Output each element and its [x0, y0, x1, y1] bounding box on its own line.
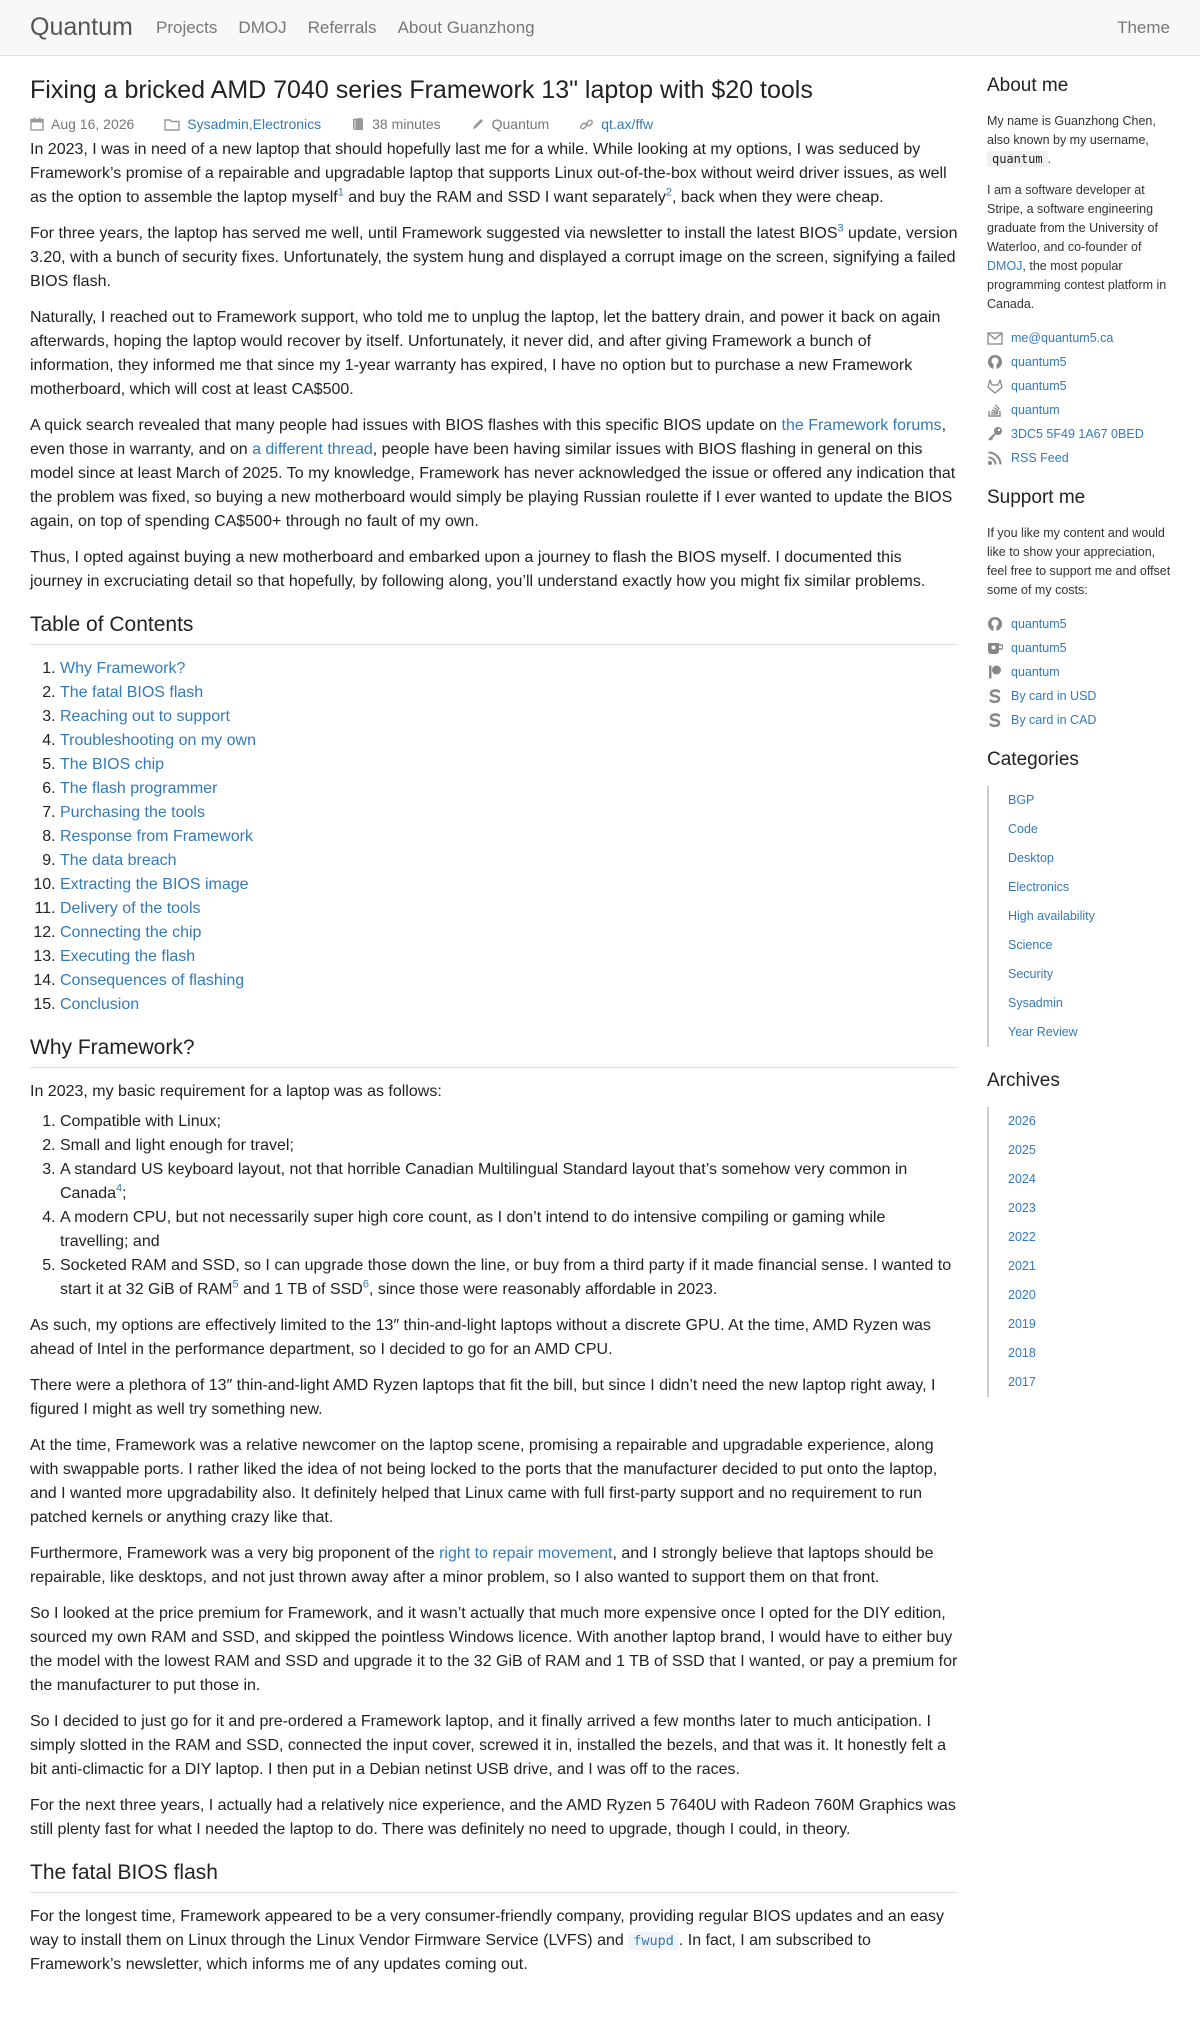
text: , and I strongly believe that laptops should be repairable, like desktops, and not just thrown away after a minor problem, so I also wanted to support them on that front. — [30, 1545, 934, 1586]
toc-item — [60, 753, 958, 777]
support-heading: Support me — [987, 487, 1086, 508]
post-date — [30, 116, 134, 132]
category-item — [989, 786, 1177, 815]
table-of-contents — [30, 657, 958, 1017]
text: . In fact, I am subscribed to Framework’s newsletter, which informs me of any updates coming out. — [30, 1932, 871, 1973]
toc-item — [60, 657, 958, 681]
nav-link-referrals[interactable]: Referrals — [307, 18, 377, 37]
archive-link-2024[interactable]: 2024 — [1008, 1172, 1036, 1186]
text: ; — [122, 1185, 127, 1202]
kofi-link[interactable]: quantum5 — [1011, 641, 1067, 655]
card-cad-link[interactable]: By card in CAD — [1011, 713, 1097, 727]
text: A standard US keyboard layout, not that horrible Canadian Multilingual Standard layout that’s somehow very common in Canada — [60, 1161, 908, 1202]
contact-email — [987, 326, 1177, 350]
footnote-ref-3[interactable]: 3 — [837, 222, 844, 235]
nav-link-about[interactable]: About Guanzhong — [397, 18, 535, 37]
archive-item — [989, 1310, 1177, 1339]
nav-link-projects[interactable]: Projects — [156, 18, 218, 37]
toc-item — [60, 921, 958, 945]
gitlab-link[interactable]: quantum5 — [1011, 379, 1067, 393]
toc-link-conclusion[interactable]: Conclusion — [60, 996, 140, 1013]
toc-item — [60, 705, 958, 729]
toc-link-data-breach[interactable]: The data breach — [60, 852, 177, 869]
toc-item — [60, 993, 958, 1017]
archive-link-2026[interactable]: 2026 — [1008, 1114, 1036, 1128]
archive-item — [989, 1194, 1177, 1223]
requirement-item — [60, 1158, 958, 1206]
text: Socketed RAM and SSD, so I can upgrade those down the line, or buy from a third party if it made financial sense. I wanted to start it at 32 GiB of RAM — [60, 1257, 952, 1298]
github-sponsors-link[interactable]: quantum5 — [1011, 617, 1067, 631]
about-intro — [987, 112, 1177, 169]
stripe-icon — [987, 712, 1003, 728]
text: update, version 3.20, with a bunch of security fixes. Unfortunately, the system hung and displayed a corrupt image on the screen, signifying a failed BIOS flash. — [30, 225, 958, 290]
toc-link-executing-flash[interactable]: Executing the flash — [60, 948, 196, 965]
requirement-item: 4. A modern CPU, but not necessarily super high core count, as I don’t intend to do intensive compiling or gaming while travelling; and — [60, 1206, 958, 1254]
toc-link-bios-chip[interactable]: The BIOS chip — [60, 756, 165, 773]
folder-icon — [164, 118, 180, 131]
toc-link-response-framework[interactable]: Response from Framework — [60, 828, 253, 845]
toc-link-fatal-bios-flash[interactable]: The fatal BIOS flash — [60, 684, 204, 701]
archive-link-2025[interactable]: 2025 — [1008, 1143, 1036, 1157]
post-author-text: Quantum — [491, 116, 550, 132]
calendar-icon — [30, 117, 44, 131]
reading-time-text: 38 minutes — [372, 116, 441, 132]
paragraph-intro — [30, 138, 958, 210]
contact-gitlab — [987, 374, 1177, 398]
archive-item — [989, 1281, 1177, 1310]
category-link-electronics[interactable]: Electronics — [1008, 880, 1070, 894]
toc-link-why-framework[interactable]: Why Framework? — [60, 660, 186, 677]
post-shortlink — [579, 116, 653, 132]
toc-item — [60, 681, 958, 705]
stack-overflow-icon — [987, 402, 1003, 418]
post-author — [471, 116, 550, 132]
patreon-icon — [987, 664, 1003, 680]
archive-item — [989, 1368, 1177, 1397]
sidebar — [987, 58, 1177, 1397]
category-link-sysadmin[interactable]: Sysadmin — [187, 116, 249, 132]
text: Furthermore, Framework was a very big proponent of the — [30, 1545, 440, 1562]
pgp-key-link[interactable]: 3DC5 5F49 1A67 0BED — [1011, 427, 1144, 441]
stackoverflow-link[interactable]: quantum — [1011, 403, 1060, 417]
category-item — [989, 1018, 1177, 1047]
footnote-ref-2[interactable]: 2 — [665, 186, 672, 199]
archive-link-2022[interactable]: 2022 — [1008, 1230, 1036, 1244]
brand-logo-link[interactable]: Quantum — [30, 13, 133, 41]
archive-item — [989, 1339, 1177, 1368]
archive-link-2023[interactable]: 2023 — [1008, 1201, 1036, 1215]
category-item — [989, 960, 1177, 989]
section-heading-fatal-bios-flash: The fatal BIOS flash — [30, 1860, 958, 1893]
paragraph-newcomer: At the time, Framework was a relative newcomer on the laptop scene, promising a repairable and upgradable experience, along with swappable ports. I rather liked the idea of not being locked to the ports that the manufacturer decided to put onto the laptop, and I wanted more upgradability also. It definitely helped that Linux came with full first-party support and no requirement to run patched kernels or anything crazy like that. — [30, 1437, 938, 1526]
text: My name is Guanzhong Chen, also known by my username, — [987, 114, 1156, 147]
categories-heading: Categories — [987, 749, 1079, 770]
text: In 2023, I was in need of a new laptop that should hopefully last me for a while. While looking at my options, I was seduced by Framework’s promise of a repairable and upgradable laptop that supports Linux out-of-the-box without weird driver issues, as well as the option to assemble the laptop myself — [30, 141, 947, 206]
toc-item — [60, 945, 958, 969]
email-link[interactable]: me@quantum5.ca — [1011, 331, 1114, 345]
category-link-high-availability[interactable]: High availability — [1008, 909, 1095, 923]
category-link-security[interactable]: Security — [1008, 967, 1054, 981]
toc-link-extracting-bios[interactable]: Extracting the BIOS image — [60, 876, 249, 893]
rss-feed-link[interactable]: RSS Feed — [1011, 451, 1069, 465]
kofi-cup-icon — [987, 641, 1003, 655]
category-item — [989, 873, 1177, 902]
footnote-ref-5[interactable]: 5 — [232, 1278, 239, 1291]
categories-list — [987, 786, 1177, 1047]
toc-link-troubleshooting[interactable]: Troubleshooting on my own — [60, 732, 256, 749]
dmoj-link[interactable]: DMOJ — [987, 259, 1023, 273]
different-thread-link[interactable]: a different thread — [252, 441, 373, 458]
footnote-ref-6[interactable]: 6 — [362, 1278, 369, 1291]
toc-link-consequences[interactable]: Consequences of flashing — [60, 972, 245, 989]
shortlink[interactable]: qt.ax/ffw — [601, 116, 654, 132]
archive-link-2018[interactable]: 2018 — [1008, 1346, 1036, 1360]
envelope-icon — [987, 332, 1003, 345]
footnote-ref-4[interactable]: 4 — [116, 1182, 123, 1195]
username-code: quantum — [987, 151, 1048, 167]
toc-link-connecting-chip[interactable]: Connecting the chip — [60, 924, 202, 941]
paragraph-journey: Thus, I opted against buying a new motherboard and embarked upon a journey to flash the BIOS myself. I documented this journey in excruciating detail so that hopefully, by following along, you’ll understand exactly how you might fix similar problems. — [30, 549, 926, 590]
support-card-usd — [987, 684, 1177, 708]
theme-toggle-button[interactable]: Theme — [1117, 18, 1170, 37]
paragraph-requirements-intro: In 2023, my basic requirement for a laptop was as follows: — [30, 1083, 442, 1100]
category-link-science[interactable]: Science — [1008, 938, 1053, 952]
toc-link-delivery-tools[interactable]: Delivery of the tools — [60, 900, 201, 917]
archive-link-2021[interactable]: 2021 — [1008, 1259, 1036, 1273]
contact-stackoverflow — [987, 398, 1177, 422]
post-title: Fixing a bricked AMD 7040 series Framework 13" laptop with $20 tools — [30, 76, 813, 104]
category-link-electronics[interactable]: Electronics — [252, 116, 322, 132]
category-item — [989, 815, 1177, 844]
card-usd-link[interactable]: By card in USD — [1011, 689, 1097, 703]
category-item — [989, 844, 1177, 873]
paragraph-bios-updates — [30, 1905, 958, 1977]
support-github-sponsors — [987, 612, 1177, 636]
framework-forums-link[interactable]: the Framework forums — [781, 417, 942, 434]
archives-list — [987, 1107, 1177, 1397]
nav-link-dmoj[interactable]: DMOJ — [238, 18, 287, 37]
text: , even those in warranty, and on — [30, 417, 947, 458]
text: For three years, the laptop has served me well, until Framework suggested via newsletter to install the latest BIOS — [30, 225, 838, 242]
contact-pgp — [987, 422, 1177, 446]
paragraph-plethora: There were a plethora of 13″ thin-and-light AMD Ryzen laptops that fit the bill, but since I didn’t need the new laptop right away, I figured I might as well try something new. — [30, 1377, 936, 1418]
github-icon — [987, 354, 1003, 370]
category-link-bgp[interactable]: BGP — [1008, 793, 1035, 807]
github-link[interactable]: quantum5 — [1011, 355, 1067, 369]
link-icon — [579, 117, 594, 132]
paragraph-preorder: So I decided to just go for it and pre-ordered a Framework laptop, and it finally arrived a few months later to much anticipation. I simply slotted in the RAM and SSD, connected the input cover, screwed it in, installed the bezels, and that was it. It honestly felt a bit anti-climactic for a DIY laptop. I then put in a Debian netinst USB drive, and I was off to the races. — [30, 1713, 947, 1778]
toc-link-reaching-out[interactable]: Reaching out to support — [60, 708, 230, 725]
support-kofi — [987, 636, 1177, 660]
github-icon — [987, 616, 1003, 632]
toc-item — [60, 825, 958, 849]
category-link-code[interactable]: Code — [1008, 822, 1038, 836]
post-meta — [30, 114, 958, 134]
category-separator: , — [248, 116, 253, 132]
right-to-repair-link[interactable]: right to repair movement — [439, 1545, 613, 1562]
support-card-cad — [987, 708, 1177, 732]
category-link-sysadmin[interactable]: Sysadmin — [1008, 996, 1063, 1010]
category-link-desktop[interactable]: Desktop — [1008, 851, 1054, 865]
text: , back when they were cheap. — [671, 189, 884, 206]
requirements-list — [30, 1110, 958, 1302]
archive-item — [989, 1107, 1177, 1136]
requirement-item: 1. Compatible with Linux; — [60, 1110, 958, 1134]
category-link-year-review[interactable]: Year Review — [1008, 1025, 1078, 1039]
archive-item — [989, 1223, 1177, 1252]
paragraph-bios-update — [30, 222, 958, 294]
requirement-item: 2. Small and light enough for travel; — [60, 1134, 958, 1158]
text: , people have been having similar issues with BIOS flashing in general on this model since at least March of 2025. To my knowledge, Framework has never acknowledged the issue or offered any indication that the problem was fixed, so buying a new motherboard would simply be playing Russian roulette if I ever wanted to update the BIOS again, on top of spending CA$500+ through no fault of my own. — [30, 441, 956, 530]
paragraph-search — [30, 414, 958, 534]
nav-links — [156, 18, 556, 38]
paragraph-support: Naturally, I reached out to Framework support, who told me to unplug the laptop, let the battery drain, and power it back on again afterwards, hoping the laptop would recover by itself. Unfortunately, it never did, and after giving Framework a bunch of information, they informed me that since my 1-year warranty has expired, I have no option but to purchase a new Framework motherboard, which will cost at least CA$500. — [30, 309, 941, 398]
category-item — [989, 989, 1177, 1018]
paragraph-price-premium: So I looked at the price premium for Framework, and it wasn’t actually that much more expensive once I opted for the DIY edition, sourced my own RAM and SSD, and skipped the pointless Windows licence. With another laptop brand, I would have to either buy the model with the lowest RAM and SSD and upgrade it to the 32 GiB of RAM and 1 TB of SSD that I wanted, or pay a premium for the manufacturer to put those in. — [30, 1605, 958, 1694]
archive-item — [989, 1165, 1177, 1194]
paragraph-options: As such, my options are effectively limited to the 13″ thin-and-light laptops without a discrete GPU. At the time, AMD Ryzen was ahead of Intel in the performance department, so I decided to go for an AMD CPU. — [30, 1317, 931, 1358]
reading-time — [351, 116, 440, 132]
pencil-icon — [471, 117, 485, 131]
gitlab-icon — [987, 379, 1003, 394]
post-date-text: Aug 16, 2026 — [51, 116, 135, 132]
text: . — [1047, 152, 1052, 166]
toc-item — [60, 897, 958, 921]
section-heading-why-framework: Why Framework? — [30, 1035, 958, 1068]
archive-link-2020[interactable]: 2020 — [1008, 1288, 1036, 1302]
text: For the longest time, Framework appeared to be a very consumer-friendly company, providing regular BIOS updates and an easy way to install them on Linux through the Linux Vendor Firmware Service (LVFS) and — [30, 1908, 944, 1949]
about-heading: About me — [987, 75, 1069, 96]
top-navbar — [0, 0, 1200, 56]
article — [30, 58, 958, 1989]
requirement-item — [60, 1254, 958, 1302]
text: and buy the RAM and SSD I want separately — [343, 189, 666, 206]
rss-icon — [987, 450, 1003, 466]
footnote-ref-1[interactable]: 1 — [337, 186, 344, 199]
post-categories — [164, 116, 321, 132]
toc-item — [60, 873, 958, 897]
about-bio — [987, 181, 1177, 314]
archives-heading: Archives — [987, 1070, 1060, 1091]
paragraph-three-years: For the next three years, I actually had a relatively nice experience, and the AMD Ryzen 5 7640U with Radeon 760M Graphics was still plenty fast for what I needed the laptop to do. There was definitely no need to upgrade, though I could, in theory. — [30, 1797, 956, 1838]
archive-item — [989, 1136, 1177, 1165]
toc-item — [60, 777, 958, 801]
toc-item — [60, 849, 958, 873]
support-text: If you like my content and would like to show your appreciation, feel free to support me and offset some of my costs: — [987, 526, 1171, 597]
text: , the most popular programming contest platform in Canada. — [987, 259, 1167, 311]
toc-link-flash-programmer[interactable]: The flash programmer — [60, 780, 218, 797]
text: and 1 TB of SSD — [238, 1281, 363, 1298]
contact-links — [987, 326, 1177, 470]
category-item — [989, 902, 1177, 931]
support-patreon — [987, 660, 1177, 684]
archive-link-2019[interactable]: 2019 — [1008, 1317, 1036, 1331]
toc-link-purchasing-tools[interactable]: Purchasing the tools — [60, 804, 205, 821]
inline-code-fwupd: fwupd — [628, 1932, 679, 1950]
category-item — [989, 931, 1177, 960]
support-links — [987, 612, 1177, 732]
toc-item — [60, 729, 958, 753]
patreon-link[interactable]: quantum — [1011, 665, 1060, 679]
stripe-icon — [987, 688, 1003, 704]
text: , since those were reasonably affordable in 2023. — [368, 1281, 718, 1298]
toc-heading: Table of Contents — [30, 612, 958, 645]
text: A quick search revealed that many people had issues with BIOS flashes with this specific BIOS update on — [30, 417, 782, 434]
archive-item — [989, 1252, 1177, 1281]
text: I am a software developer at Stripe, a software engineering graduate from the University of Waterloo, and co-founder of — [987, 183, 1158, 254]
contact-github — [987, 350, 1177, 374]
key-icon — [987, 426, 1003, 442]
toc-item — [60, 801, 958, 825]
archive-link-2017[interactable]: 2017 — [1008, 1375, 1036, 1389]
contact-rss — [987, 446, 1177, 470]
paragraph-right-to-repair — [30, 1542, 958, 1590]
book-icon — [351, 117, 365, 131]
toc-item — [60, 969, 958, 993]
